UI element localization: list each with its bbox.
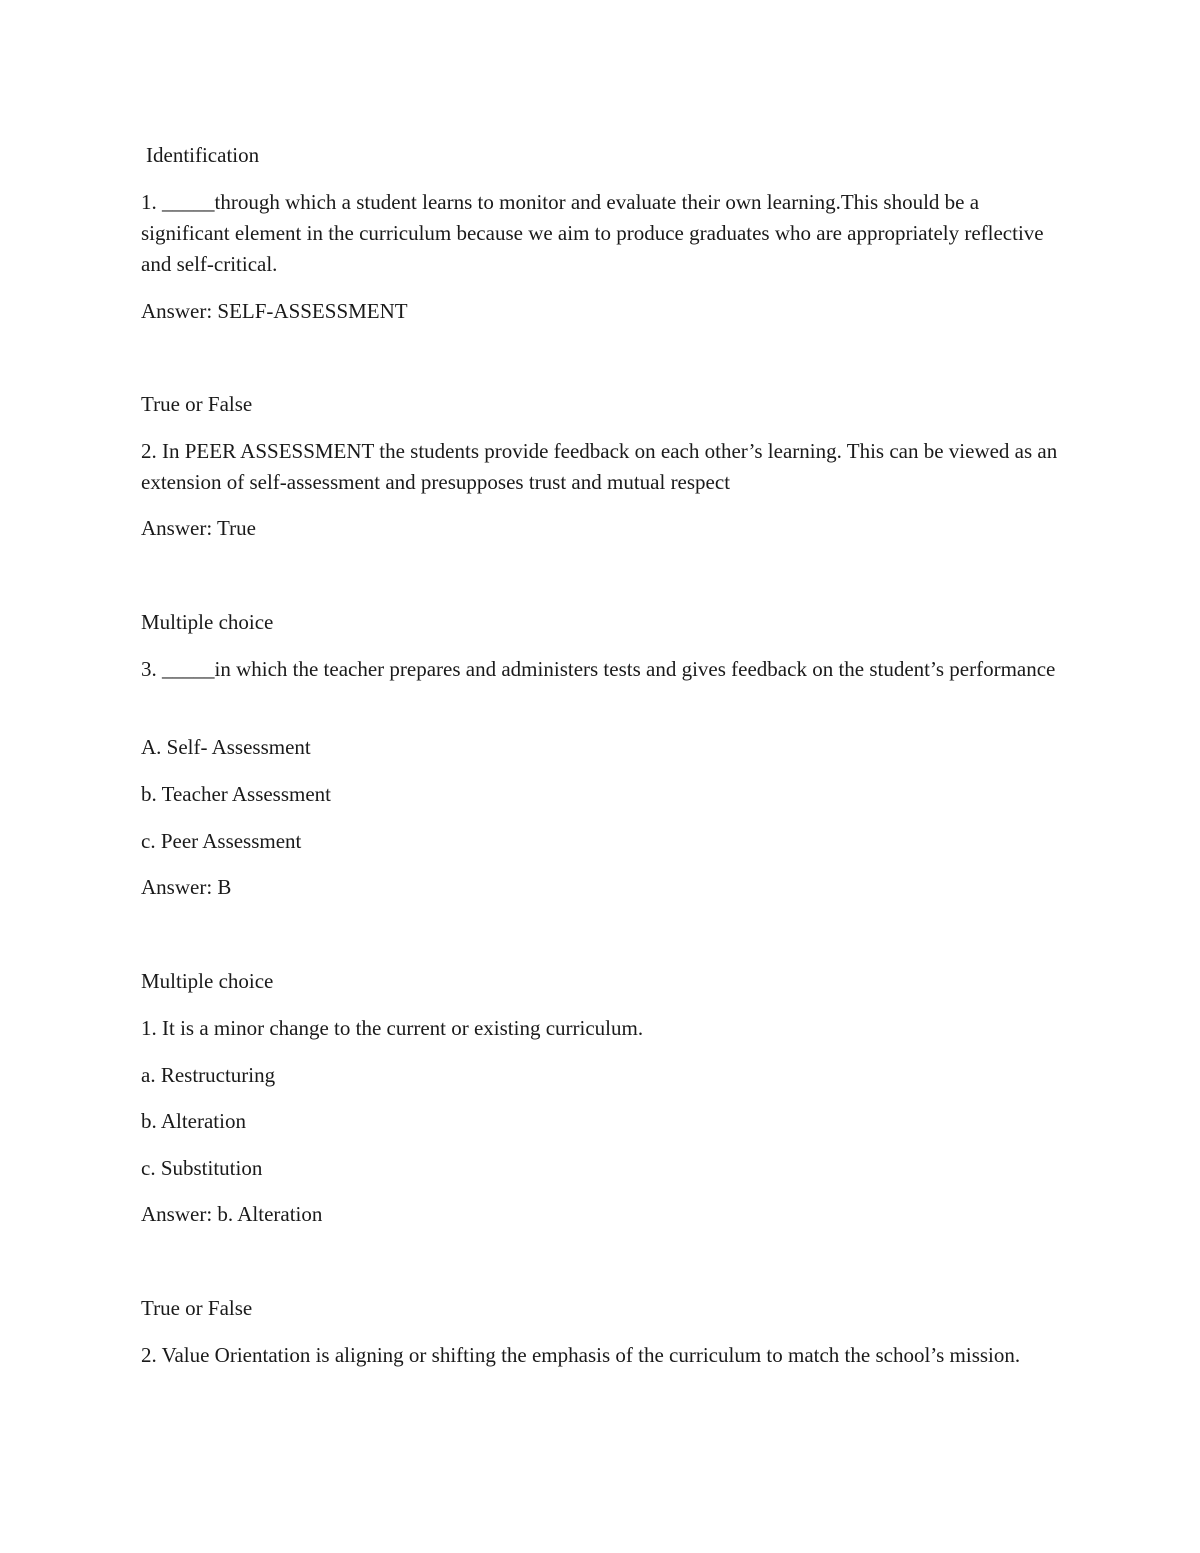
option-item: A. Self- Assessment — [141, 735, 311, 759]
option-item: b. Alteration — [141, 1109, 246, 1133]
option-item: a. Restructuring — [141, 1063, 276, 1087]
answer-text: Answer: True — [141, 516, 256, 540]
question-text: 1. _____through which a student learns to monitor and evaluate their own learning.This should be a significant element in the curriculum because we aim to produce graduates who are appropriately reflective and self-critical. — [141, 190, 1044, 276]
option-item: c. Substitution — [141, 1156, 263, 1180]
section-heading: Multiple choice — [141, 969, 274, 993]
answer-text: Answer: b. Alteration — [141, 1202, 323, 1226]
option-item: c. Peer Assessment — [141, 829, 302, 853]
section-heading: Identification — [146, 143, 260, 167]
question-text: 1. It is a minor change to the current or existing curriculum. — [141, 1016, 644, 1040]
answer-text: Answer: SELF-ASSESSMENT — [141, 299, 408, 323]
section-heading: True or False — [141, 392, 253, 416]
section-heading: True or False — [141, 1296, 253, 1320]
question-text: 2. Value Orientation is aligning or shifting the emphasis of the curriculum to match the school’s mission. — [141, 1343, 1021, 1367]
question-text: 2. In PEER ASSESSMENT the students provide feedback on each other’s learning. This can be viewed as an extension of self-assessment and presupposes trust and mutual respect — [141, 439, 1058, 494]
question-text: 3. _____in which the teacher prepares and administers tests and gives feedback on the student’s performance — [141, 657, 1056, 681]
section-heading: Multiple choice — [141, 610, 274, 634]
option-item: b. Teacher Assessment — [141, 782, 332, 806]
answer-text: Answer: B — [141, 875, 232, 899]
